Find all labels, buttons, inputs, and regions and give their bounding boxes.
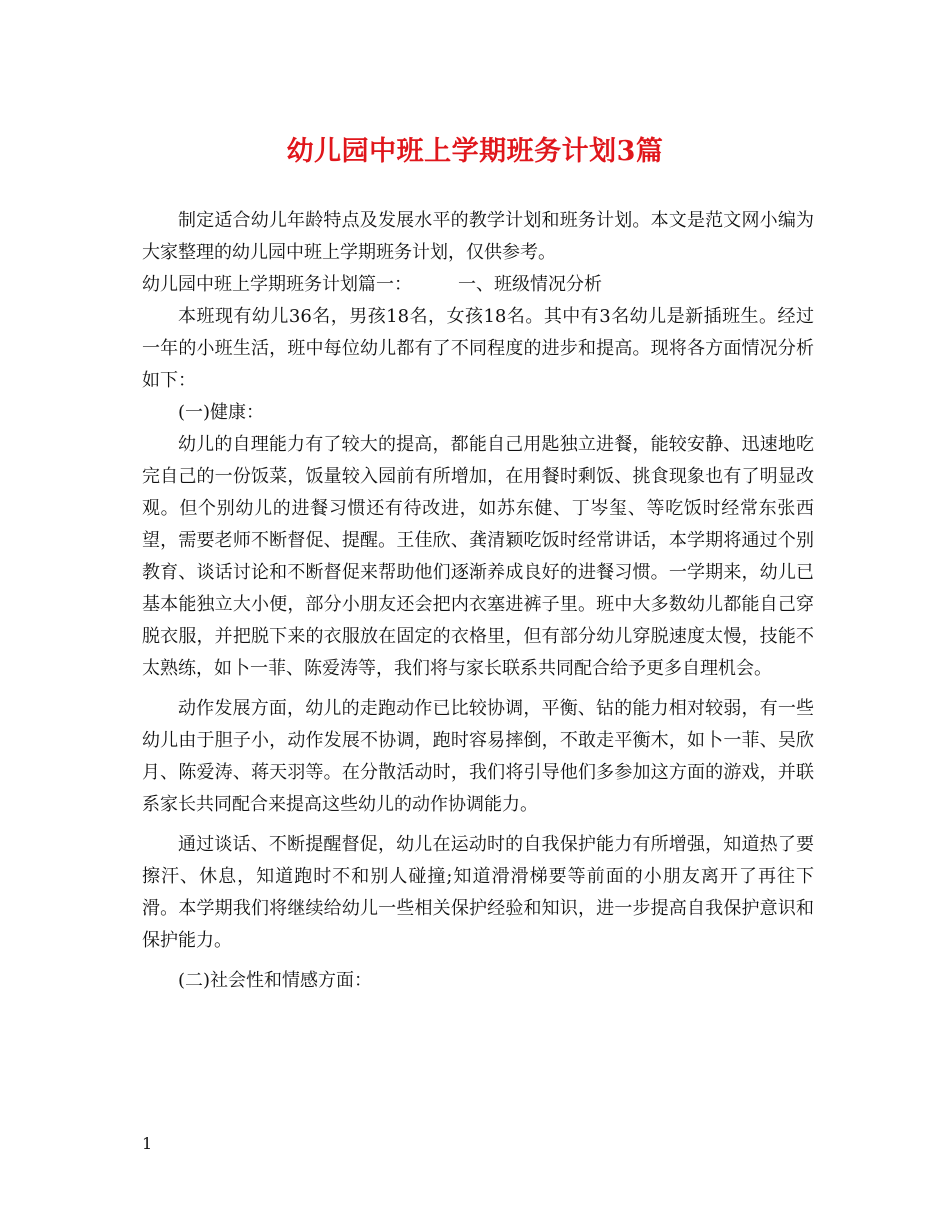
section-label: 幼儿园中班上学期班务计划篇一： <box>142 274 412 295</box>
subheading-health: (一)健康： <box>178 402 265 423</box>
subheading-social: (二)社会性和情感方面： <box>178 970 373 991</box>
class-overview-paragraph: 本班现有幼儿36名，男孩18名，女孩18名。其中有3名幼儿是新插班生。经过一年的小班生活，班中每位幼儿都有了不同程度的进步和提高。现将各方面情况分析如下： <box>142 306 814 391</box>
health-paragraph-2: 动作发展方面，幼儿的走跑动作已比较协调，平衡、钻的能力相对较弱，有一些幼儿由于胆子小，动作发展不协调，跑时容易摔倒，不敢走平衡木，如卜一菲、吴欣月、陈爱涛、蒋天羽等。在分散活动时，我们将引导他们多参加这方面的游戏，并联系家长共同配合来提高这些幼儿的动作协调能力。 <box>142 698 814 815</box>
section-heading-line <box>142 269 814 301</box>
section-heading: 一、班级情况分析 <box>458 274 602 295</box>
document-body <box>142 205 814 997</box>
intro-paragraph: 制定适合幼儿年龄特点及发展水平的教学计划和班务计划。本文是范文网小编为大家整理的幼儿园中班上学期班务计划，仅供参考。 <box>142 210 814 263</box>
health-paragraph-1: 幼儿的自理能力有了较大的提高，都能自己用匙独立进餐，能较安静、迅速地吃完自己的一份饭菜，饭量较入园前有所增加，在用餐时剩饭、挑食现象也有了明显改观。但个别幼儿的进餐习惯还有待改进，如苏东健、丁岑玺、等吃饭时经常东张西望，需要老师不断督促、提醒。王佳欣、龚清颖吃饭时经常讲话，本学期将通过个别教育、谈话讨论和不断督促来帮助他们逐渐养成良好的进餐习惯。一学期来，幼儿已基本能独立大小便，部分小朋友还会把内衣塞进裤子里。班中大多数幼儿都能自己穿脱衣服，并把脱下来的衣服放在固定的衣格里，但有部分幼儿穿脱速度太慢，技能不太熟练，如卜一菲、陈爱涛等，我们将与家长联系共同配合给予更多自理机会。 <box>142 434 814 679</box>
health-paragraph-3: 通过谈话、不断提醒督促，幼儿在运动时的自我保护能力有所增强，知道热了要擦汗、休息，知道跑时不和别人碰撞;知道滑滑梯要等前面的小朋友离开了再往下滑。本学期我们将继续给幼儿一些相关保护经验和知识，进一步提高自我保护意识和保护能力。 <box>142 834 814 951</box>
document-title: 幼儿园中班上学期班务计划3篇 <box>286 136 664 167</box>
page-number: 1 <box>142 1134 153 1153</box>
